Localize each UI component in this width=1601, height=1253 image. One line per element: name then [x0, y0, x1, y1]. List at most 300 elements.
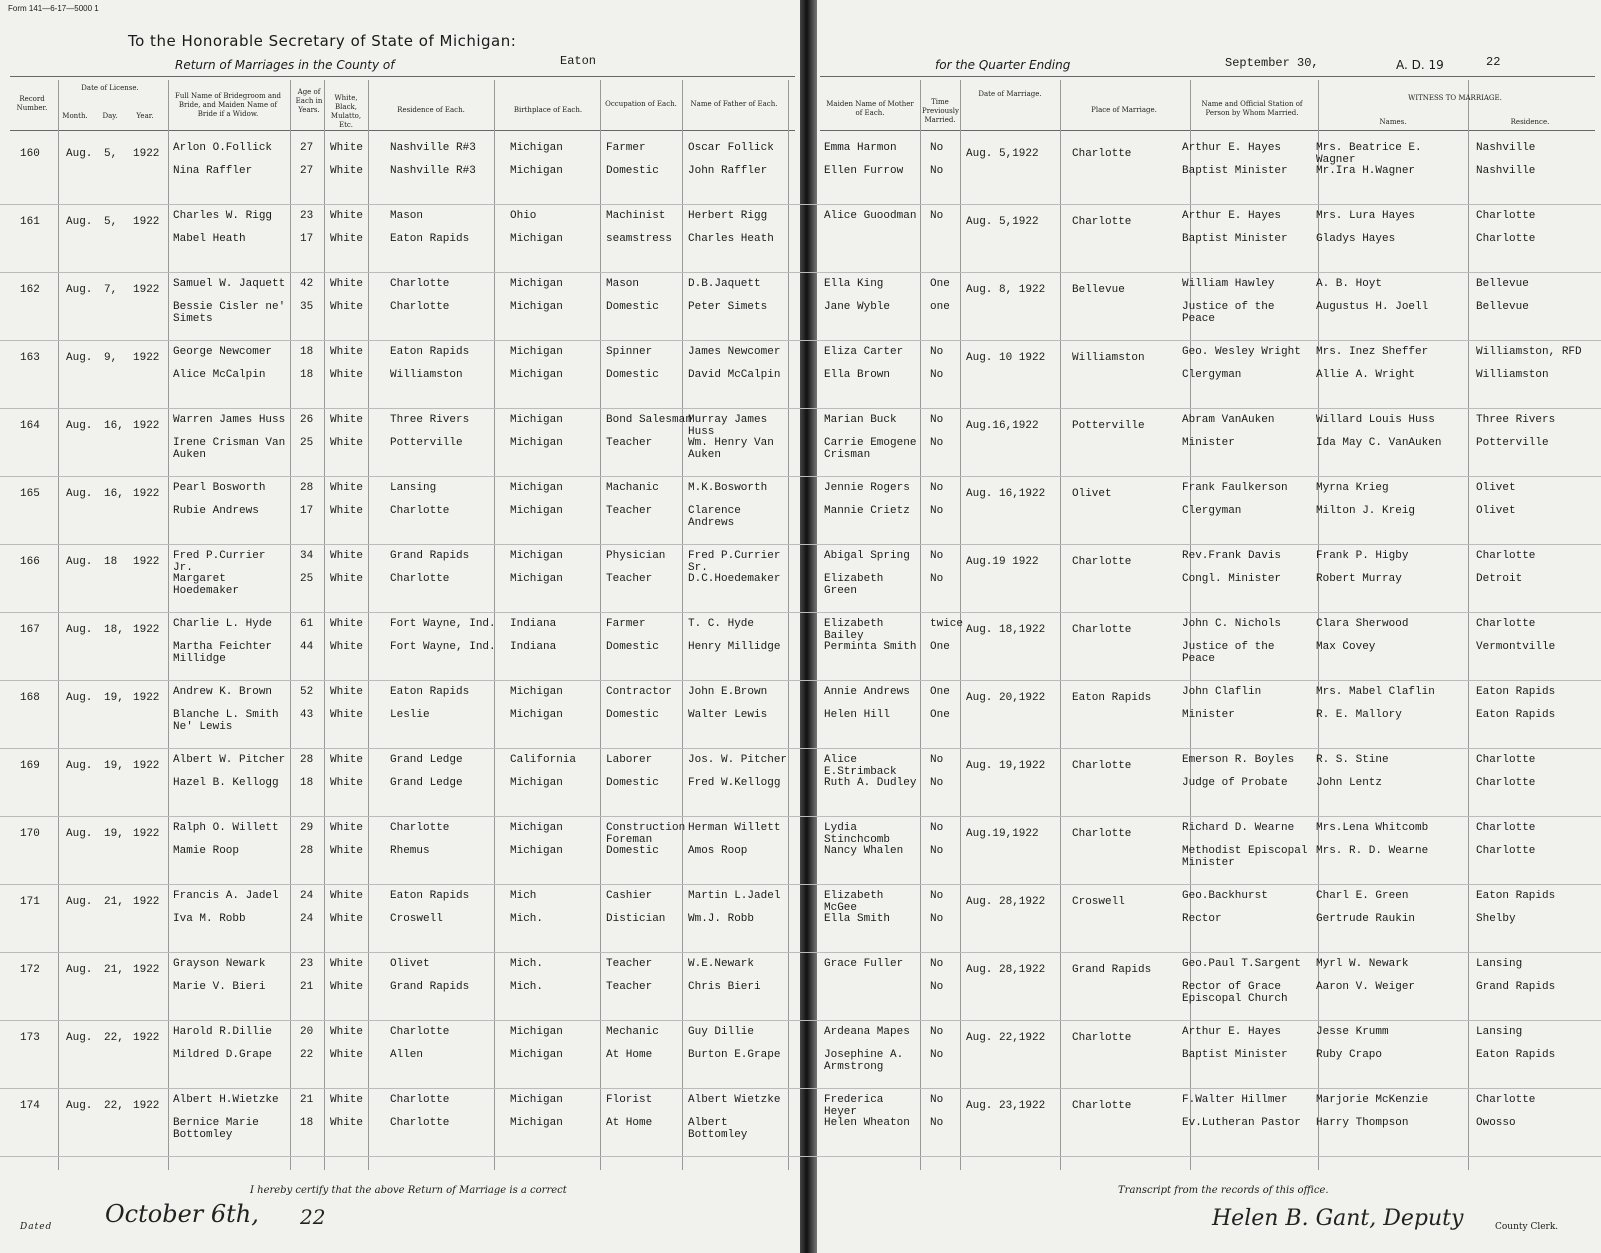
record-occupation: Florist: [606, 1094, 653, 1106]
record-occupation: Teacher: [606, 573, 653, 585]
row-rule: [0, 680, 1601, 681]
record-residence: Eaton Rapids: [390, 346, 470, 358]
license-year: 1922: [133, 1032, 160, 1044]
record-times: No: [930, 754, 944, 766]
record-name: Marie V. Bieri: [173, 981, 266, 993]
header-rule-top-left: [10, 76, 795, 77]
record-birthplace: Michigan: [510, 482, 563, 494]
record-color: White: [330, 437, 364, 449]
record-officiant: Ev.Lutheran Pastor: [1182, 1117, 1301, 1129]
record-age: 18: [300, 346, 314, 358]
license-day: 21,: [104, 964, 124, 976]
record-birthplace: Mich.: [510, 958, 544, 970]
record-residence: Lansing: [390, 482, 437, 494]
row-rule: [0, 204, 1601, 205]
record-birthplace: Michigan: [510, 777, 563, 789]
row-rule: [0, 408, 1601, 409]
record-occupation: seamstress: [606, 233, 673, 245]
record-mother: Marian Buck: [824, 414, 897, 426]
marriage-date: Aug. 10 1922: [966, 352, 1046, 364]
record-color: White: [330, 1117, 364, 1129]
record-witness: Gladys Hayes: [1316, 233, 1396, 245]
record-name: Fred P.Currier Jr.: [173, 550, 266, 574]
row-rule: [0, 884, 1601, 885]
record-occupation: Domestic: [606, 369, 659, 381]
record-color: White: [330, 845, 364, 857]
license-month: Aug.: [66, 760, 93, 772]
license-month: Aug.: [66, 828, 93, 840]
license-month: Aug.: [66, 488, 93, 500]
record-color: White: [330, 346, 364, 358]
record-witness_res: Olivet: [1476, 482, 1516, 494]
record-witness_res: Charlotte: [1476, 822, 1536, 834]
col-month: Month.: [62, 112, 88, 120]
record-birthplace: Mich.: [510, 981, 544, 993]
record-name: Rubie Andrews: [173, 505, 259, 517]
record-name: Arlon O.Follick: [173, 142, 273, 154]
record-father: D.C.Hoedemaker: [688, 573, 781, 585]
license-month: Aug.: [66, 216, 93, 228]
record-times: One: [930, 641, 950, 653]
record-occupation: Distician: [606, 913, 666, 925]
record-witness_res: Eaton Rapids: [1476, 686, 1556, 698]
record-officiant: Methodist Episcopal Minister: [1182, 845, 1308, 869]
record-number: 160: [20, 148, 40, 160]
record-color: White: [330, 505, 364, 517]
record-name: Ralph O. Willett: [173, 822, 279, 834]
record-birthplace: Michigan: [510, 709, 563, 721]
license-year: 1922: [133, 760, 160, 772]
record-officiant: John Claflin: [1182, 686, 1262, 698]
record-occupation: Construction Foreman: [606, 822, 686, 846]
record-witness: Mrs. Inez Sheffer: [1316, 346, 1429, 358]
record-father: M.K.Bosworth: [688, 482, 768, 494]
marriage-date: Aug.16,1922: [966, 420, 1039, 432]
record-age: 18: [300, 369, 314, 381]
marriage-date: Aug. 19,1922: [966, 760, 1046, 772]
record-officiant: Justice of the Peace: [1182, 641, 1275, 665]
record-name: Irene Crisman Van Auken: [173, 437, 286, 461]
record-witness: Clara Sherwood: [1316, 618, 1409, 630]
marriage-place: Bellevue: [1072, 284, 1125, 296]
record-father: Amos Roop: [688, 845, 748, 857]
license-year: 1922: [133, 624, 160, 636]
quarter-label: for the Quarter Ending: [935, 58, 1071, 72]
page-subtitle: Return of Marriages in the County of: [175, 58, 395, 72]
record-age: 25: [300, 573, 314, 585]
record-name: Francis A. Jadel: [173, 890, 279, 902]
record-occupation: Mechanic: [606, 1026, 659, 1038]
record-residence: Eaton Rapids: [390, 890, 470, 902]
record-witness: Charl E. Green: [1316, 890, 1409, 902]
license-day: 22,: [104, 1032, 124, 1044]
record-witness_res: Charlotte: [1476, 754, 1536, 766]
record-occupation: Contractor: [606, 686, 673, 698]
license-year: 1922: [133, 148, 160, 160]
record-officiant: Minister: [1182, 709, 1235, 721]
record-age: 28: [300, 845, 314, 857]
record-number: 174: [20, 1100, 40, 1112]
row-rule: [0, 816, 1601, 817]
record-occupation: Mason: [606, 278, 640, 290]
col-color: White, Black, Mulatto, Etc.: [330, 94, 362, 129]
column-divider: [368, 80, 369, 1170]
column-divider: [1060, 80, 1061, 1170]
record-times: No: [930, 573, 944, 585]
record-witness: Mrs.Lena Whitcomb: [1316, 822, 1429, 834]
col-license: Date of License.: [81, 84, 139, 92]
record-officiant: Geo.Paul T.Sargent: [1182, 958, 1301, 970]
record-times: No: [930, 981, 944, 993]
license-month: Aug.: [66, 556, 93, 568]
marriage-place: Grand Rapids: [1072, 964, 1152, 976]
record-residence: Charlotte: [390, 573, 450, 585]
record-witness_res: Charlotte: [1476, 233, 1536, 245]
record-name: Alice McCalpin: [173, 369, 266, 381]
record-number: 172: [20, 964, 40, 976]
record-name: Mildred D.Grape: [173, 1049, 273, 1061]
dated-year: 22: [300, 1205, 326, 1229]
record-birthplace: Michigan: [510, 346, 563, 358]
record-times: No: [930, 165, 944, 177]
record-times: No: [930, 1026, 944, 1038]
record-name: Grayson Newark: [173, 958, 266, 970]
record-mother: Ellen Furrow: [824, 165, 904, 177]
column-divider: [1468, 80, 1469, 1170]
record-mother: Annie Andrews: [824, 686, 910, 698]
record-witness: John Lentz: [1316, 777, 1383, 789]
record-officiant: Clergyman: [1182, 369, 1242, 381]
license-year: 1922: [133, 1100, 160, 1112]
marriage-place: Charlotte: [1072, 148, 1132, 160]
record-officiant: Baptist Minister: [1182, 165, 1288, 177]
record-father: Albert Wietzke: [688, 1094, 781, 1106]
record-residence: Nashville R#3: [390, 142, 476, 154]
record-mother: Elizabeth Bailey: [824, 618, 884, 642]
record-mother: Josephine A. Armstrong: [824, 1049, 904, 1073]
record-mother: Alice Guoodman: [824, 210, 917, 222]
record-number: 163: [20, 352, 40, 364]
record-age: 23: [300, 210, 314, 222]
license-day: 19,: [104, 760, 124, 772]
record-father: Murray James Huss: [688, 414, 768, 438]
record-witness: Max Covey: [1316, 641, 1376, 653]
record-officiant: Arthur E. Hayes: [1182, 210, 1282, 222]
record-witness_res: Owosso: [1476, 1117, 1516, 1129]
column-divider: [58, 80, 59, 1170]
col-record: Record Number.: [16, 95, 48, 112]
record-mother: Ella Smith: [824, 913, 891, 925]
record-mother: Lydia Stinchcomb: [824, 822, 891, 846]
record-color: White: [330, 414, 364, 426]
row-rule: [0, 1020, 1601, 1021]
record-occupation: Laborer: [606, 754, 653, 766]
record-birthplace: Michigan: [510, 845, 563, 857]
record-witness_res: Bellevue: [1476, 278, 1529, 290]
record-mother: Elizabeth McGee: [824, 890, 884, 914]
record-mother: Emma Harmon: [824, 142, 897, 154]
record-witness_res: Charlotte: [1476, 777, 1536, 789]
col-year: Year.: [136, 112, 154, 120]
record-witness: Myrl W. Newark: [1316, 958, 1409, 970]
record-witness_res: Charlotte: [1476, 210, 1536, 222]
record-color: White: [330, 210, 364, 222]
license-year: 1922: [133, 488, 160, 500]
col-witness: WITNESS TO MARRIAGE.: [1408, 94, 1502, 102]
record-occupation: At Home: [606, 1049, 653, 1061]
row-rule: [0, 476, 1601, 477]
record-color: White: [330, 369, 364, 381]
record-residence: Rhemus: [390, 845, 430, 857]
record-father: Chris Bieri: [688, 981, 761, 993]
record-number: 169: [20, 760, 40, 772]
record-color: White: [330, 1049, 364, 1061]
record-color: White: [330, 550, 364, 562]
record-times: No: [930, 958, 944, 970]
record-residence: Mason: [390, 210, 424, 222]
record-officiant: Arthur E. Hayes: [1182, 142, 1282, 154]
record-witness: Mrs. R. D. Wearne: [1316, 845, 1429, 857]
col-father: Name of Father of Each.: [690, 100, 778, 108]
year-suffix: 22: [1486, 55, 1501, 69]
col-times: Time Previously Married.: [922, 98, 959, 124]
record-mother: Grace Fuller: [824, 958, 904, 970]
record-name: Margaret Hoedemaker: [173, 573, 240, 597]
record-occupation: Spinner: [606, 346, 653, 358]
record-mother: Ella King: [824, 278, 884, 290]
record-age: 61: [300, 618, 314, 630]
record-times: No: [930, 1049, 944, 1061]
record-residence: Grand Rapids: [390, 981, 470, 993]
record-occupation: Teacher: [606, 958, 653, 970]
license-day: 7,: [104, 284, 118, 296]
marriage-date: Aug. 8, 1922: [966, 284, 1046, 296]
record-witness_res: Eaton Rapids: [1476, 1049, 1556, 1061]
record-times: No: [930, 414, 944, 426]
license-month: Aug.: [66, 964, 93, 976]
record-age: 18: [300, 1117, 314, 1129]
record-occupation: Teacher: [606, 981, 653, 993]
record-age: 27: [300, 142, 314, 154]
license-day: 19,: [104, 692, 124, 704]
record-birthplace: Michigan: [510, 505, 563, 517]
record-color: White: [330, 822, 364, 834]
record-witness_res: Detroit: [1476, 573, 1523, 585]
record-name: Charles W. Rigg: [173, 210, 273, 222]
record-times: No: [930, 550, 944, 562]
record-mother: Ruth A. Dudley: [824, 777, 917, 789]
license-day: 9,: [104, 352, 118, 364]
record-officiant: Baptist Minister: [1182, 1049, 1288, 1061]
marriage-date: Aug. 16,1922: [966, 488, 1046, 500]
clerk-label: County Clerk.: [1495, 1222, 1559, 1232]
record-occupation: Machinist: [606, 210, 666, 222]
record-father: Oscar Follick: [688, 142, 774, 154]
record-birthplace: Michigan: [510, 573, 563, 585]
marriage-place: Charlotte: [1072, 556, 1132, 568]
record-father: John Raffler: [688, 165, 768, 177]
record-name: Mabel Heath: [173, 233, 246, 245]
dated-label: Dated: [20, 1222, 53, 1232]
clerk-signature: Helen B. Gant, Deputy: [1212, 1206, 1464, 1231]
record-name: Bernice Marie Bottomley: [173, 1117, 259, 1141]
record-officiant: Congl. Minister: [1182, 573, 1282, 585]
record-residence: Nashville R#3: [390, 165, 476, 177]
record-age: 23: [300, 958, 314, 970]
record-color: White: [330, 233, 364, 245]
record-witness_res: Nashville: [1476, 142, 1536, 154]
col-mother: Maiden Name of Mother of Each.: [826, 100, 914, 117]
record-witness_res: Charlotte: [1476, 550, 1536, 562]
record-color: White: [330, 981, 364, 993]
record-father: W.E.Newark: [688, 958, 755, 970]
record-witness: Robert Murray: [1316, 573, 1402, 585]
license-day: 5,: [104, 148, 118, 160]
record-father: Clarence Andrews: [688, 505, 741, 529]
record-age: 21: [300, 1094, 314, 1106]
record-witness: Mrs. Mabel Claflin: [1316, 686, 1435, 698]
record-name: Hazel B. Kellogg: [173, 777, 279, 789]
record-officiant: John C. Nichols: [1182, 618, 1282, 630]
row-rule: [0, 1088, 1601, 1089]
record-residence: Grand Rapids: [390, 550, 470, 562]
header-rule-bottom-right: [820, 130, 1595, 131]
record-times: No: [930, 777, 944, 789]
record-age: 28: [300, 482, 314, 494]
record-mother: Frederica Heyer: [824, 1094, 884, 1118]
dated-value: October 6th,: [105, 1200, 259, 1228]
record-occupation: Domestic: [606, 845, 659, 857]
marriage-place: Charlotte: [1072, 1100, 1132, 1112]
record-officiant: Rev.Frank Davis: [1182, 550, 1282, 562]
record-birthplace: California: [510, 754, 577, 766]
record-residence: Three Rivers: [390, 414, 470, 426]
quarter-date: September 30,: [1225, 56, 1319, 70]
record-birthplace: Mich: [510, 890, 537, 902]
record-times: No: [930, 437, 944, 449]
record-birthplace: Michigan: [510, 550, 563, 562]
license-month: Aug.: [66, 896, 93, 908]
marriage-place: Croswell: [1072, 896, 1125, 908]
record-witness: Marjorie McKenzie: [1316, 1094, 1429, 1106]
record-name: Bessie Cisler ne' Simets: [173, 301, 286, 325]
record-residence: Grand Ledge: [390, 754, 463, 766]
license-month: Aug.: [66, 148, 93, 160]
record-color: White: [330, 890, 364, 902]
license-year: 1922: [133, 964, 160, 976]
record-occupation: Domestic: [606, 165, 659, 177]
record-name: Charlie L. Hyde: [173, 618, 273, 630]
record-name: Pearl Bosworth: [173, 482, 266, 494]
record-age: 35: [300, 301, 314, 313]
marriage-date: Aug. 18,1922: [966, 624, 1046, 636]
marriage-date: Aug. 22,1922: [966, 1032, 1046, 1044]
record-father: Wm. Henry Van Auken: [688, 437, 774, 461]
marriage-date: Aug. 23,1922: [966, 1100, 1046, 1112]
license-year: 1922: [133, 692, 160, 704]
col-age: Age of Each in Years.: [295, 88, 323, 114]
record-times: No: [930, 346, 944, 358]
record-age: 18: [300, 777, 314, 789]
record-residence: Charlotte: [390, 822, 450, 834]
record-residence: Fort Wayne, Ind.: [390, 641, 496, 653]
record-birthplace: Ohio: [510, 210, 537, 222]
record-witness_res: Lansing: [1476, 1026, 1523, 1038]
license-year: 1922: [133, 828, 160, 840]
column-divider: [600, 80, 601, 1170]
record-name: Iva M. Robb: [173, 913, 246, 925]
record-age: 26: [300, 414, 314, 426]
record-birthplace: Michigan: [510, 1117, 563, 1129]
record-times: No: [930, 505, 944, 517]
record-age: 42: [300, 278, 314, 290]
row-rule: [0, 340, 1601, 341]
record-mother: Jennie Rogers: [824, 482, 910, 494]
license-year: 1922: [133, 420, 160, 432]
record-residence: Grand Ledge: [390, 777, 463, 789]
record-witness: Aaron V. Weiger: [1316, 981, 1416, 993]
record-times: one: [930, 301, 950, 313]
marriage-place: Charlotte: [1072, 1032, 1132, 1044]
record-birthplace: Indiana: [510, 618, 557, 630]
record-residence: Charlotte: [390, 505, 450, 517]
record-age: 29: [300, 822, 314, 834]
license-month: Aug.: [66, 624, 93, 636]
record-mother: Ardeana Mapes: [824, 1026, 910, 1038]
record-father: Guy Dillie: [688, 1026, 755, 1038]
record-father: Wm.J. Robb: [688, 913, 755, 925]
record-officiant: Richard D. Wearne: [1182, 822, 1295, 834]
col-occupation: Occupation of Each.: [605, 100, 677, 108]
record-mother: Abigal Spring: [824, 550, 910, 562]
record-occupation: Teacher: [606, 437, 653, 449]
record-officiant: Minister: [1182, 437, 1235, 449]
record-age: 24: [300, 890, 314, 902]
record-mother: Helen Hill: [824, 709, 891, 721]
marriage-place: Charlotte: [1072, 760, 1132, 772]
license-day: 18: [104, 556, 118, 568]
record-color: White: [330, 618, 364, 630]
record-color: White: [330, 777, 364, 789]
col-birthplace: Birthplace of Each.: [513, 106, 583, 114]
record-color: White: [330, 278, 364, 290]
column-divider: [168, 80, 169, 1170]
record-number: 164: [20, 420, 40, 432]
record-witness_res: Williamston: [1476, 369, 1549, 381]
record-father: Albert Bottomley: [688, 1117, 748, 1141]
record-birthplace: Michigan: [510, 414, 563, 426]
license-day: 22,: [104, 1100, 124, 1112]
record-occupation: Domestic: [606, 709, 659, 721]
record-birthplace: Indiana: [510, 641, 557, 653]
record-times: No: [930, 890, 944, 902]
record-color: White: [330, 641, 364, 653]
marriage-date: Aug. 28,1922: [966, 964, 1046, 976]
record-age: 43: [300, 709, 314, 721]
record-birthplace: Michigan: [510, 1026, 563, 1038]
record-number: 162: [20, 284, 40, 296]
record-birthplace: Michigan: [510, 686, 563, 698]
col-witness-res: Residence.: [1510, 118, 1550, 126]
record-times: No: [930, 482, 944, 494]
record-name: George Newcomer: [173, 346, 273, 358]
record-residence: Charlotte: [390, 278, 450, 290]
record-age: 27: [300, 165, 314, 177]
record-name: Samuel W. Jaquett: [173, 278, 286, 290]
record-birthplace: Michigan: [510, 142, 563, 154]
record-mother: Mannie Crietz: [824, 505, 910, 517]
record-officiant: Judge of Probate: [1182, 777, 1288, 789]
